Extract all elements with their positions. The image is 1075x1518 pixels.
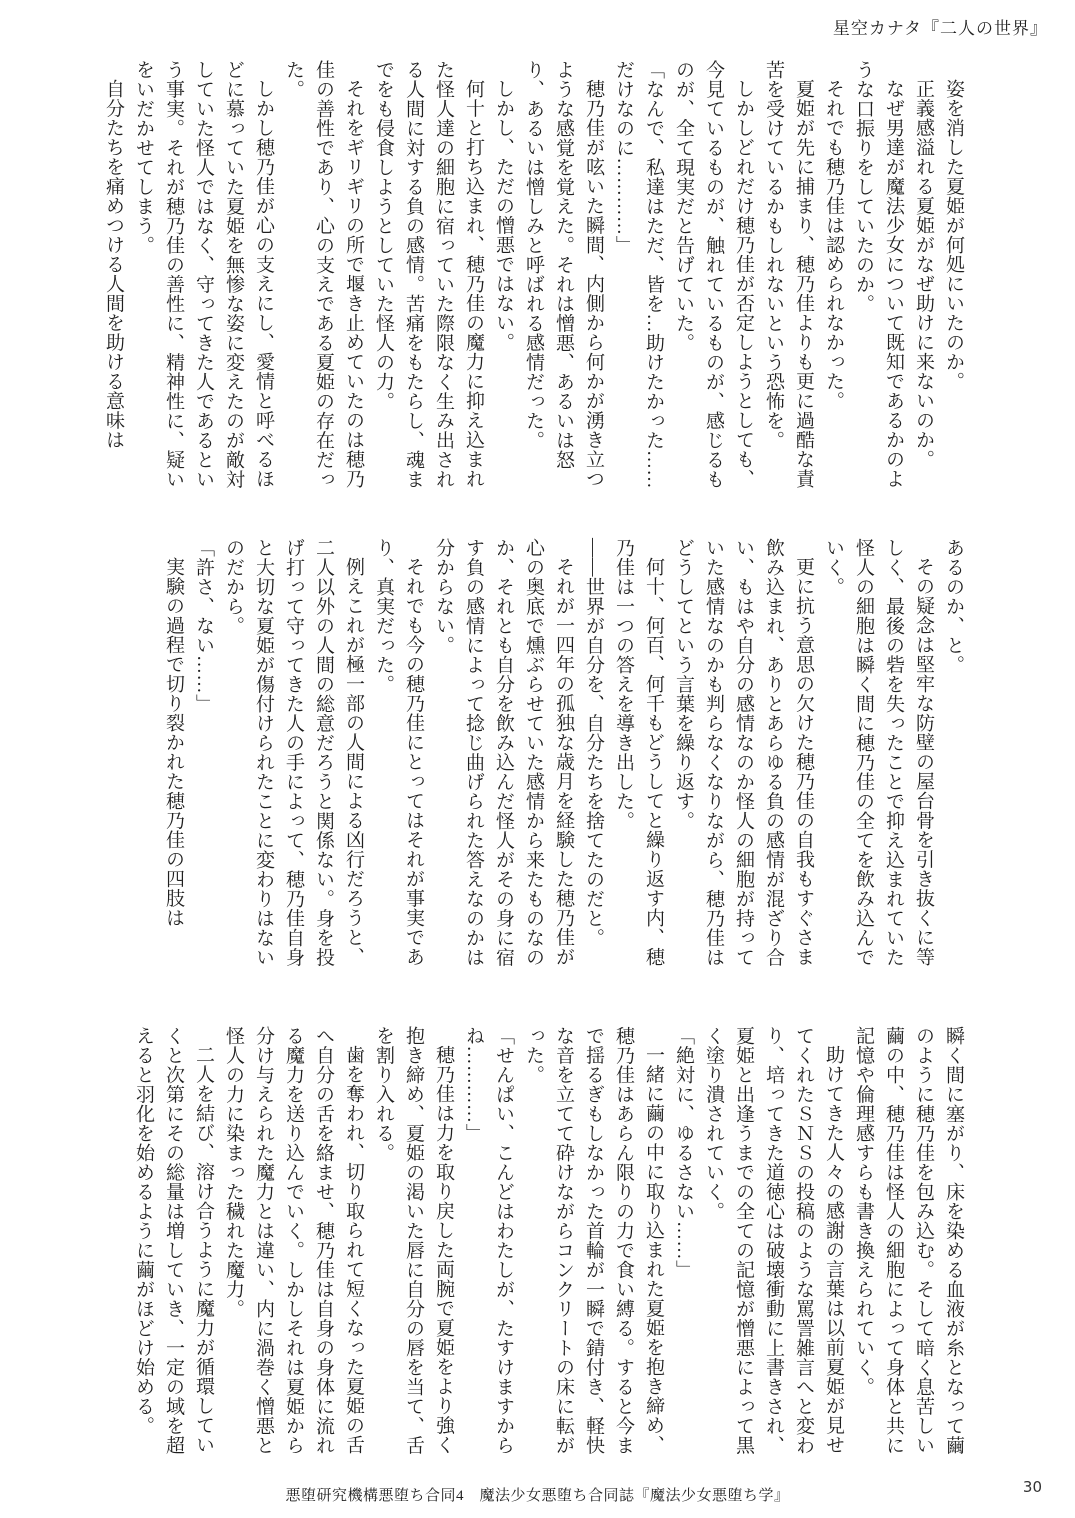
text-band-top (98, 60, 968, 490)
paragraph: それでも今の穂乃佳にとってはそれが事実であり、真実だった。 (373, 538, 424, 967)
paragraph: 歯を奪われ、切り取られて短くなった夏姫の舌へ自分の舌を絡ませ、穂乃佳は自身の身体に流れる魔力を送り込んでいく。しかしそれは夏姫から分け与えられた魔力とは違い、内に渦巻く憎悪と怪人の力に染まった穢れた魔力。 (223, 1026, 364, 1455)
paragraph: それでも穂乃佳は認められなかった。 (823, 79, 844, 411)
paragraph: しかし、ただの憎悪ではない。 (493, 79, 514, 352)
paragraph: あるのか、と。 (943, 538, 964, 675)
paragraph: 例えこれが極一部の人間による凶行だろうと、二人以外の人間の総意だろうと関係ない。身を投げ打って守ってきた人の手によって、穂乃佳自身と大切な夏姫が傷付けられたことに変わりはないのだから。 (223, 538, 364, 967)
footer-publication-title: 悪堕研究機構悪堕ち合同4 魔法少女悪堕ち合同誌『魔法少女悪堕ち学』 (285, 1488, 790, 1504)
paragraph: 穂乃佳が呟いた瞬間、内側から何かが湧き立つような感覚を覚えた。それは憎悪、あるいは怒り、あるいは憎しみと呼ばれる感情だった。 (523, 60, 604, 489)
paragraph: 正義感溢れる夏姫がなぜ助けに来ないのか。 (913, 79, 934, 469)
paragraph: 「絶対に、ゆるさない……」 (673, 1026, 694, 1280)
paragraph: 瞬く間に塞がり、床を染める血液が糸となって繭のように穂乃佳を包み込む。そして暗く息苦しい繭の中、穂乃佳は怪人の細胞によって身体と共に記憶や倫理感すらも書き換えられていく。 (853, 1026, 964, 1455)
paragraph: しかしどれだけ穂乃佳が否定しようとしても、今見ているものが、触れているものが、感じるものが、全て現実だと告げていた。 (673, 60, 754, 489)
paragraph: 助けてきた人々の感謝の言葉は以前夏姫が見せてくれたＳＮＳの投稿のような罵詈雑言へと変わり、培ってきた道徳心は破壊衝動に上書きされ、夏姫と出逢うまでの全ての記憶が憎悪によって黒く塗り潰されていく。 (703, 1026, 844, 1455)
paragraph: 夏姫が先に捕まり、穂乃佳よりも更に過酷な責苦を受けているかもしれないという恐怖を。 (763, 60, 814, 489)
text-band-middle (158, 538, 968, 968)
paragraph: 「なんで、私達はただ、皆を…助けたかった……だけなのに…………」 (613, 60, 664, 489)
paragraph: 穂乃佳は力を取り戻した両腕で夏姫をより強く抱き締め、夏姫の渇いた唇に自分の唇を当て、舌を割り入れる。 (373, 1026, 454, 1455)
paragraph: しかし穂乃佳が心の支えにし、愛情と呼べるほどに慕っていた夏姫を無惨な姿に変えたのが敵対していた怪人ではなく、守ってきた人であるという事実。それが穂乃佳の善性に、精神性に、疑いをいだかせてしまう。 (133, 60, 274, 489)
paragraph: その疑念は堅牢な防壁の屋台骨を引き抜くに等しく、最後の砦を失ったことで抑え込まれていた怪人の細胞は瞬く間に穂乃佳の全てを飲み込んでいく。 (823, 538, 934, 967)
paragraph: 「せんぱい、こんどはわたしが、たすけますからね…………」 (463, 1026, 514, 1455)
text-band-bottom (128, 1026, 968, 1456)
paragraph: 自分たちを痛めつける人間を助ける意味は (103, 79, 124, 450)
paragraph: 実験の過程で切り裂かれた穂乃佳の四肢は (163, 557, 184, 928)
paragraph: 何十と打ち込まれ、穂乃佳の魔力に抑え込まれた怪人達の細胞に宿っていた際限なく生み出される人間に対する負の感情。苦痛をもたらし、魂までをも侵食しようとしていた怪人の力。 (373, 60, 484, 489)
paragraph: 二人を結び、溶け合うように魔力が循環していくと次第にその総量は増していき、一定の域を超えると羽化を始めるように繭がほどけ始める。 (133, 1026, 214, 1455)
paragraph: 姿を消した夏姫が何処にいたのか。 (943, 79, 964, 391)
paragraph: なぜ男達が魔法少女について既知であるかのような口振りをしていたのか。 (853, 60, 904, 489)
paragraph: 更に抗う意思の欠けた穂乃佳の自我もすぐさま飲み込まれ、ありとあらゆる負の感情が混ざり合い、もはや自分の感情なのか怪人の細胞が持っていた感情なのかも判らなくなりながら、穂乃佳はどうしてという言葉を繰り返す。 (673, 538, 814, 967)
running-header-title: 星空カナタ『二人の世界』 (832, 19, 1048, 38)
paragraph: 「許さ、ない……」 (193, 538, 214, 714)
page-number: 30 (1022, 1478, 1042, 1496)
paragraph: それをギリギリの所で堰き止めていたのは穂乃佳の善性であり、心の支えである夏姫の存在だった。 (283, 60, 364, 489)
paragraph: 何十、何百、何千もどうしてと繰り返す内、穂乃佳は一つの答えを導き出した。 (613, 538, 664, 967)
paragraph: それが一四年の孤独な歳月を経験した穂乃佳が心の奥底で燻ぶらせていた感情から来たものなのか、それとも自分を飲み込んだ怪人がその身に宿す負の感情によって捻じ曲げられた答えなのかは分からない。 (433, 538, 574, 967)
paragraph: ――世界が自分を、自分たちを捨てたのだと。 (583, 538, 604, 948)
paragraph: 一緒に繭の中に取り込まれた夏姫を抱き締め、穂乃佳はあらん限りの力で食い縛る。すると今まで揺るぎもしなかった首輪が一瞬で錆付き、軽快な音を立てて砕けながらコンクリートの床に転がった。 (523, 1026, 664, 1455)
